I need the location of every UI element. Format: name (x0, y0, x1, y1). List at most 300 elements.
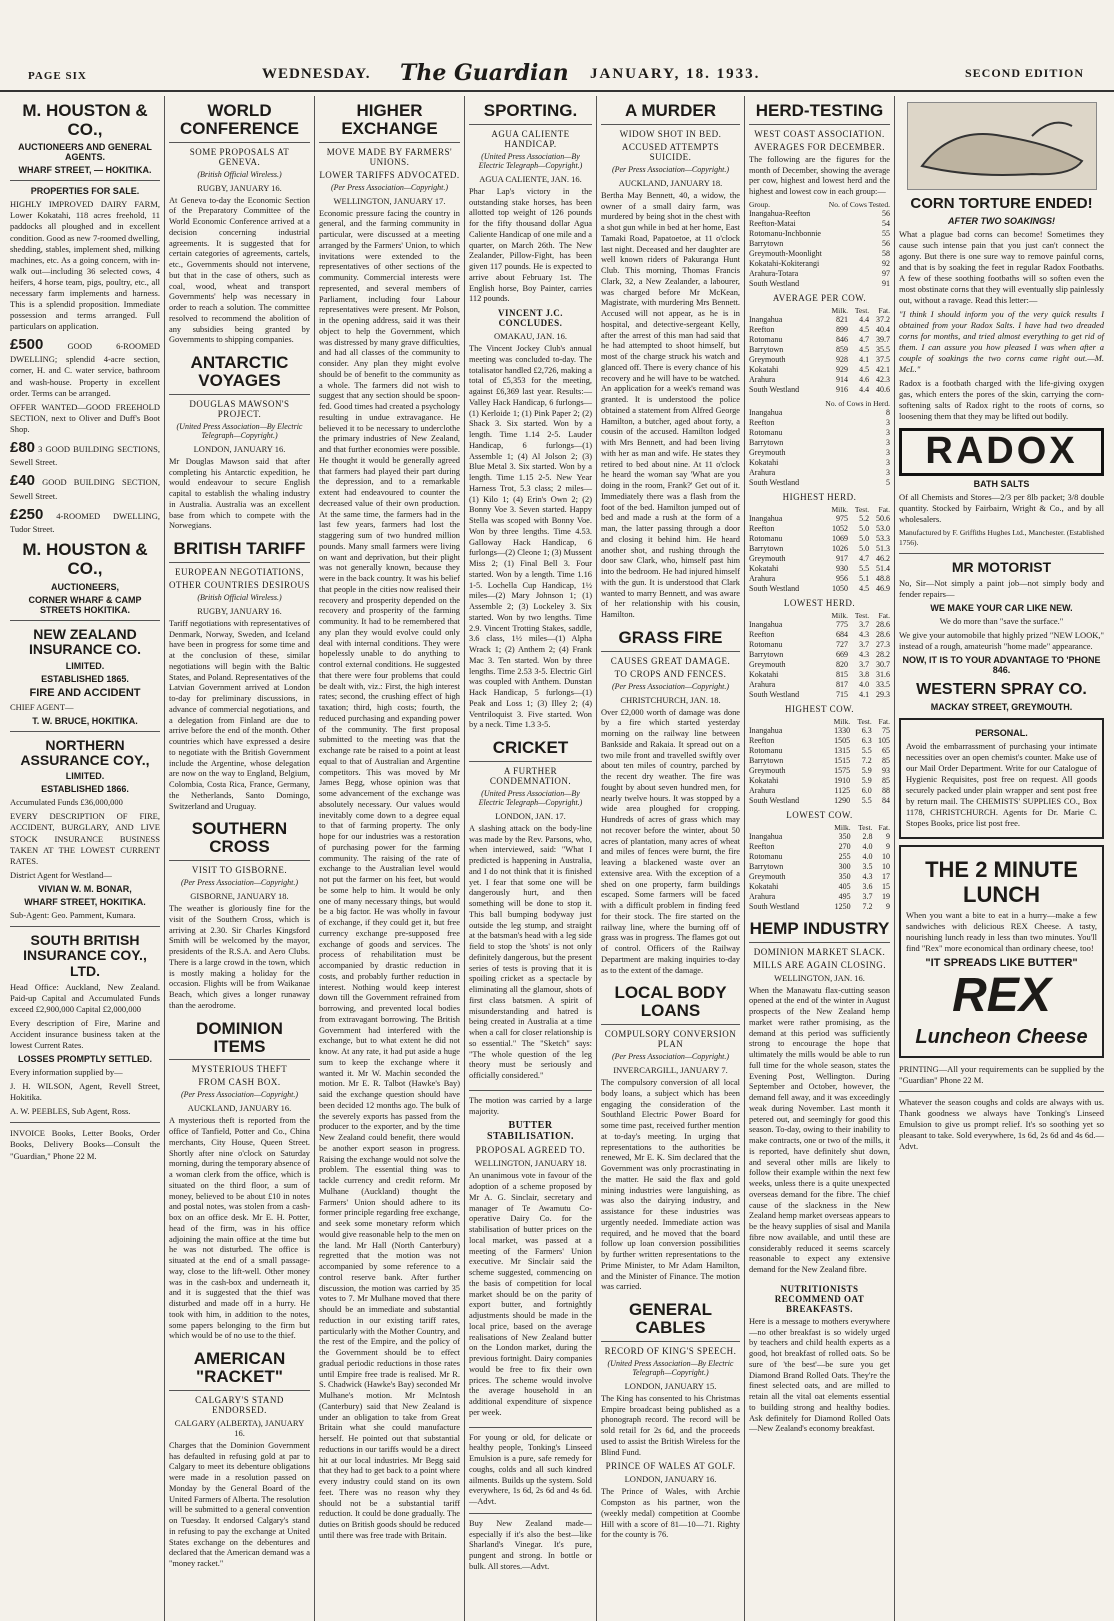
nz-insurance-limited: LIMITED. (65, 660, 105, 671)
table-cell: South Westland (749, 795, 800, 805)
table-header: Test. (854, 610, 870, 620)
radox-price: Of all Chemists and Stores—2/3 per 8lb packet; 3/8 double quantity. Stocked by Fairbairn, Wright & Co., and by all wholesalers. (899, 492, 1104, 525)
table-cell: 4.4 (859, 314, 870, 324)
table-cell: Arahura (749, 467, 776, 477)
listing-80-text: 3 GOOD BUILDING SECTIONS, Sewell Street. (10, 443, 161, 468)
table-cell: Arahura (749, 785, 776, 795)
table-cell: Arahura (749, 679, 776, 689)
table-row (749, 269, 890, 279)
wire-credit: (United Press Association—By Electric Telegraph—Copyright.) (176, 421, 303, 440)
table-row (749, 902, 890, 912)
table-row (749, 325, 890, 335)
wire-credit: (United Press Association—By Electric Telegraph—Copyright.) (607, 1358, 734, 1377)
table-cell: Reefton-Matai (749, 218, 796, 228)
table-cell: 1026 (831, 543, 848, 553)
table-cell: Reefton (749, 523, 775, 533)
article-nutrition (749, 1284, 890, 1435)
newspaper-title: The Guardian (400, 60, 569, 86)
table-cell: 4.3 (859, 629, 870, 639)
wire-credit: (British Official Wireless.) (197, 169, 282, 179)
table-cell: 4.3 (859, 649, 870, 659)
table-cell: 2.8 (862, 831, 873, 841)
radox-logo: RADOX (899, 428, 1104, 476)
subheading: CALGARY'S STAND ENDORSED. (195, 1394, 284, 1415)
table-header: Group. (749, 199, 771, 209)
table-cell: 975 (835, 513, 848, 523)
dateline: AGUA CALIENTE, JAN. 16. (479, 173, 582, 184)
column-4 (464, 96, 596, 1621)
subheading: DOUGLAS MAWSON'S PROJECT. (189, 398, 290, 419)
table-row (749, 680, 890, 690)
table-cell: 1515 (834, 755, 851, 765)
table-row (749, 249, 890, 259)
motorist-headline: MR MOTORIST (951, 558, 1052, 575)
table-cell: 1125 (834, 785, 851, 795)
table-cell: 50.6 (876, 513, 890, 523)
article-american-racket (169, 1350, 310, 1570)
table-cell: 10 (882, 861, 890, 871)
table-header: No. of Cows Tested. (828, 199, 890, 209)
headline: HEMP INDUSTRY (749, 920, 890, 943)
lowest-cow-table (749, 823, 890, 912)
table-cell: Rotomanu (749, 334, 783, 344)
table-header: No. of Cows in Herd. (825, 398, 890, 408)
subheading: COMPULSORY CONVERSION PLAN (604, 1029, 737, 1050)
motorist-line-3: We do more than "save the surface." (939, 616, 1064, 627)
highest-herd-table (749, 505, 890, 594)
table-cell: 4.1 (859, 354, 870, 364)
wire-credit: (Per Press Association—Copyright.) (611, 164, 730, 174)
dateline: RUGBY, JANUARY 16. (197, 182, 282, 193)
table-cell: Rotomanu (749, 851, 783, 861)
headline: HERD-TESTING (749, 102, 890, 125)
article-body: Over £2,000 worth of damage was done by a fire which started yesterday morning on the railway line between Bankside and Rakaia. It spread out on a two mile front and travelled swiftly over about ten miles of country, parched by the recent dry weather. The fire was fought by about seven hundred men, for nearly twelve hours. It was stopped by a wide area ploughed for cropping. Hundreds of acres of grass which may not recover before the winter, about 50 acres of plantation, many acres of wheat and miles of fences were burnt, the fire leaving a blackened waste over an extensive area. With the exception of a shed on one property, farm buildings escaped. Some farmers will be faced with a difficult problem in finding feed for their stock. The fire started on the railway line, where the burning off of grass was in progress. The flames got out of control. Officers of the Railway Department are making inquiries to-day as to the extent of the damage. (601, 707, 740, 975)
table-cell: 17 (882, 871, 890, 881)
table-cell: South Westland (749, 901, 800, 911)
table-row (749, 796, 890, 806)
nz-insurance-fire: FIRE AND ACCIDENT (29, 686, 141, 699)
subheading: SOME PROPOSALS AT GENEVA. (189, 146, 290, 167)
motorist-body: We give your automobile that highly prized "NEW LOOK," instead of a rough, amateurish "home made" appearance. (899, 630, 1104, 652)
lunch-headline: THE 2 MINUTE LUNCH (925, 857, 1078, 907)
table-row (749, 315, 890, 325)
wire-credit: (Per Press Association—Copyright.) (180, 1090, 299, 1100)
subheading-2: MILLS ARE AGAIN CLOSING. (752, 959, 886, 970)
article-body: Tariff negotiations with representatives of Denmark, Norway, Sweden, and Iceland have been in progress for some time and at the conclusion of these, similar negotiations will begin with the Baltic States, and Poland. Representatives of the Latvian Government arrived at London to-day for preliminary discussions, in advance of commercial negotiations, and a delegation from Finland are due to arrive before the end of the month. Other countries which have expressed a desire to negotiate with the British Government include the Argentine, whose delegation are now on the way to England, Belgium, Colombia, Costa Rica, France, Germany, the Netherlands, Santo Domingo, Switzerland and Uruguay. (169, 618, 310, 811)
table-cell: 7.2 (862, 901, 873, 911)
foot-illustration-icon (907, 102, 1097, 190)
table-cell: 5 (886, 477, 890, 487)
table-cell: 3 (886, 467, 890, 477)
table-row (749, 630, 890, 640)
headline: ANTARCTIC VOYAGES (169, 354, 310, 395)
table-heading: LOWEST COW. (786, 809, 853, 820)
subheading-2: FROM CASH BOX. (198, 1077, 281, 1088)
northern-subagent: Sub-Agent: Geo. Pamment, Kumara. (10, 909, 136, 920)
table-cell: Greymouth (749, 659, 786, 669)
column-5 (596, 96, 744, 1621)
table-header: Test. (854, 504, 870, 514)
table-cell: 84 (882, 795, 890, 805)
table-cell: Kokatahi (749, 457, 779, 467)
table-cell: 46.9 (876, 583, 890, 593)
table-cell: 8 (886, 407, 890, 417)
masthead-date: JANUARY, 18. 1933. (590, 66, 761, 82)
table-row (749, 458, 890, 468)
table-header: Milk. (831, 305, 848, 315)
table-cell: 3 (886, 427, 890, 437)
table-row (749, 726, 890, 736)
table-header: Fat. (878, 822, 890, 832)
subheading: CAUSES GREAT DAMAGE. (610, 655, 731, 666)
table-cell: 859 (835, 344, 848, 354)
table-cell: Rotomanu-Inchbonnie (749, 228, 821, 238)
table-cell: 3.7 (859, 619, 870, 629)
table-cell: 3 (886, 447, 890, 457)
table-cell: Inangahua (749, 619, 783, 629)
table-cell: 4.6 (859, 374, 870, 384)
table-row (749, 438, 890, 448)
table-row (749, 385, 890, 395)
table-cell: Inangahua (749, 725, 783, 735)
table-row (749, 554, 890, 564)
table-cell: 3.7 (862, 891, 873, 901)
table-row (749, 534, 890, 544)
table-row (749, 335, 890, 345)
table-cell: Barrytown (749, 238, 784, 248)
divider (899, 1091, 1104, 1092)
table-cell: 88 (882, 785, 890, 795)
table-cell: 350 (838, 871, 851, 881)
northern-district: District Agent for Westland— (10, 869, 112, 880)
table-cell: 105 (878, 735, 890, 745)
article-higher-exchange (319, 102, 460, 1542)
south-british-supplied: Every information supplied by— (10, 1067, 123, 1078)
subheading-2: TO CROPS AND FENCES. (614, 668, 727, 679)
table-cell: 1315 (834, 745, 851, 755)
table-row (749, 660, 890, 670)
northern-address: WHARF STREET, HOKITIKA. (24, 896, 146, 907)
tonking-ad: Whatever the season coughs and colds are always with us. Thank goodness we always have Tonking's Linseed Emulsion to give us prompt relief. It's so soothing yet so pleasant to take. Sold everywhere, 1s 6d, 2s 6d and 4s 6d.—Advt. (899, 1096, 1104, 1152)
table-cell: 1330 (834, 725, 851, 735)
table-cell: Arahura (749, 374, 776, 384)
table-cell: 4.0 (862, 851, 873, 861)
divider (10, 731, 160, 732)
motorist-line-2: WE MAKE YOUR CAR LIKE NEW. (930, 603, 1073, 614)
masthead-rule (0, 90, 1114, 92)
foot-icon (912, 106, 1092, 186)
wire-credit: (United Press Association—By Electric Telegraph—Copyright.) (478, 788, 583, 807)
table-cell: 1505 (834, 735, 851, 745)
table-cell: 53.0 (876, 523, 890, 533)
table-cell: 899 (835, 324, 848, 334)
table-header: Milk. (831, 504, 848, 514)
table-row (749, 408, 890, 418)
table-cell: 3.6 (862, 881, 873, 891)
table-cell: 495 (838, 891, 851, 901)
listing-500-text: GOOD 6-ROOMED DWELLING; splendid 4-acre section, corner, H. and C. water service, bathroom and wash-house. Property in excellent order. Terms can be arranged. (10, 340, 160, 398)
table-cell: 4.5 (859, 364, 870, 374)
article-body: Mr Douglas Mawson said that after completing his Antarctic expedition, he would endeavour to secure English capital to establish the whaling industry in Australia. Australia was an excellent base from which to compete with the Norwegians. (169, 456, 310, 531)
table-cell: 255 (838, 851, 851, 861)
table-row (749, 524, 890, 534)
dateline: WELLINGTON, JAN. 16. (774, 972, 865, 983)
table-cell: Inangahua (749, 407, 783, 417)
table-row (749, 584, 890, 594)
article-body-2: The Vincent Jockey Club's annual meeting was concluded to-day. The totalisator handled £2,726, making a total of £5,353 for the meeting, against £6,369 last year. Results:— Valley Hack Handicap, 6 furlongs—(1) Kerloide 1; (1) Pink Paper 2; (2) Shack 3. Six started. Won by a length. Time 1.14 2-5. Lauder Handicap, 6 furlongs—(1) Assemble 1; (4) Al Jolson 2; (3) Blue Metal 3. Six started. Won by a length. Time 1.15 2-5. New Year Harness Trot, 5.3 class; 2 miles—(1) Kilo 1; (4) Erin's Own 2; (2) Bonny Voe 3. Seven started. Happy Stella was scoped with Bonny Voe. Won by three lengths. Time 4.53. Galloway Hack Handicap, 6 furlongs—(2) Cleone 1; (3) Mussent Miss 2; (1) Final Bell 3. Four started. Won by a length. Time 1.16 1-5. Lochella Cup Handicap, 1½ miles—(2) Mary Johnson 1; (1) Assemble 2; (3) Lockeley 3. Six started. Won by two lengths. Time 2.9. Vincent Trotting Stakes, saddle, 3.6 class, 1½ miles—(1) Alpha Wrack 1; (2) Anthem 2; (4) Frank Mac 3. Ten started. Won by three lengths. Time 2.53 3-5. Electric Girl was coupled with Anthem. Dunstan Hack Handicap, 5 furlongs—(1) Peak and Loss 1; (3) Illey 2; (4) Ventriloquist 3. Five started. Won by a neck. Time 1.3 3-5. (469, 344, 592, 730)
table-row (749, 736, 890, 746)
table-cell: 4.5 (859, 324, 870, 334)
table-cell: 300 (838, 861, 851, 871)
subheading: EUROPEAN NEGOTIATIONS, (175, 566, 304, 577)
subheading-2: LOWER TARIFFS ADVOCATED. (319, 169, 460, 180)
subheading: RECORD OF KING'S SPEECH. (604, 1345, 737, 1356)
article-body: Here is a message to mothers everywhere—no other breakfast is so widely urged by teachers and child health experts as a good, hot breakfast of rolled oats. So be sure of 'the best'—be sure you get Diamond Brand Rolled Oats. They're the finest selected oats, and are milled to retain all the vital oat elements essential to building strong and healthy bodies. Ask definitely for Diamond Rolled Oats—New Zealand's economy breakfast. (749, 1316, 890, 1434)
table-cell: 40.6 (876, 384, 890, 394)
dateline: CHRISTCHURCH, JAN. 18. (620, 694, 721, 705)
table-cell: 31.6 (876, 669, 890, 679)
column-6 (744, 96, 894, 1621)
table-header: Milk. (831, 610, 848, 620)
subheading: A FURTHER CONDEMNATION. (489, 765, 572, 786)
table-cell: 1910 (834, 775, 851, 785)
table-cell: Inangahua (749, 831, 783, 841)
edition-label: SECOND EDITION (964, 66, 1084, 80)
table-cell: Greymouth (749, 871, 786, 881)
corn-testimonial: "I think I should inform you of the very quick results I obtained from your Radox Salts. I have had two dreaded corns for months, and tried almost everything to get rid of them. I can assure you how pleased I was when after a couple of soakings the two corns came right out.—M. McL." (899, 308, 1104, 375)
article-hemp-industry (749, 920, 890, 1276)
table-header: Fat. (878, 305, 890, 315)
headline: AMERICAN "RACKET" (169, 1350, 310, 1391)
table-cell: 75 (882, 725, 890, 735)
table-cell: 5.1 (859, 573, 870, 583)
radox-maker: Manufactured by F. Griffiths Hughes Ltd., Manchester. (Established 1756). (899, 528, 1104, 547)
table-cell: 3 (886, 457, 890, 467)
dairy-farm-listing: HIGHLY IMPROVED DAIRY FARM, Lower Kokatahi, 118 acres freehold, 11 paddocks all ploughed and in excellent condition. Good as new 7-roomed dwelling, shedding, stables, implement shed, milking machines, etc. As a going concern, with in-walk out—including 36 selected cows, 4 heifers, 4 horse team, pigs, poultry, etc., all necessary farm implements and harness. This is a splendid proposition. Immediate possession and terms arranged. Full particulars on application. (10, 199, 160, 331)
article-southern-cross (169, 820, 310, 1011)
table-cell: 85 (882, 775, 890, 785)
table-cell: 5.0 (859, 533, 870, 543)
table-cell: 93 (882, 765, 890, 775)
printing-ad: PRINTING—All your requirements can be supplied by the "Guardian" Phone 22 M. (899, 1063, 1104, 1085)
northern-established: ESTABLISHED 1866. (41, 784, 129, 795)
divider (10, 180, 160, 181)
table-cell: 669 (835, 649, 848, 659)
table-cell: 5.5 (859, 563, 870, 573)
northern-every: EVERY DESCRIPTION OF FIRE, ACCIDENT, BURGLARY, AND LIVE STOCK INSURANCE BUSINESS TAKEN AT THE LOWEST CURRENT RATES. (10, 811, 160, 866)
table-cell: Greymouth (749, 447, 786, 457)
table-header: Milk. (834, 822, 851, 832)
table-cell: Reefton (749, 629, 775, 639)
table-cell: 42.3 (876, 374, 890, 384)
table-row (749, 862, 890, 872)
table-cell: 30.7 (876, 659, 890, 669)
nz-insurance-chief: CHIEF AGENT— (10, 701, 74, 712)
table-row (749, 209, 890, 219)
table-cell: 53.3 (876, 533, 890, 543)
table-cell: 5.9 (861, 765, 872, 775)
table-cell: 55 (882, 228, 890, 238)
table-row (749, 229, 890, 239)
table-cell: 19 (882, 891, 890, 901)
dateline: LONDON, JANUARY 15. (624, 1380, 717, 1391)
table-cell: 5.0 (859, 523, 870, 533)
table-cell: 4.1 (859, 689, 870, 699)
price-40: £40 (10, 472, 36, 490)
northern-limited: LIMITED. (65, 771, 105, 782)
article-cricket (469, 739, 592, 1082)
table-cell: Kokatahi (749, 563, 779, 573)
table-cell: 916 (835, 384, 848, 394)
table-cell: 3 (886, 417, 890, 427)
table-cell: 56 (882, 208, 890, 218)
northern-title: NORTHERN ASSURANCE COY., (20, 736, 150, 768)
dateline: CALGARY (ALBERTA), JANUARY 16. (174, 1417, 305, 1438)
table-row (749, 776, 890, 786)
headline: CRICKET (469, 739, 592, 762)
article-butter (469, 1120, 592, 1418)
table-cell: 28.2 (876, 649, 890, 659)
table-row (749, 852, 890, 862)
divider (469, 1513, 592, 1514)
table-heading: HIGHEST HERD. (782, 491, 857, 502)
wire-credit: (Per Press Association—Copyright.) (180, 878, 299, 888)
table-cell: 4.0 (859, 679, 870, 689)
table-cell: 65 (882, 745, 890, 755)
headline: SOUTHERN CROSS (169, 820, 310, 861)
table-row (749, 544, 890, 554)
column-1 (6, 96, 164, 1621)
dateline: AUCKLAND, JANUARY 16. (187, 1103, 292, 1114)
table-row (749, 872, 890, 882)
table-header (749, 717, 825, 726)
highest-cow-table (749, 717, 890, 806)
table-cell: 929 (835, 364, 848, 374)
divider (899, 553, 1104, 554)
table-cell: Inangahua-Reefton (749, 208, 811, 218)
south-british-title: SOUTH BRITISH INSURANCE COY., LTD. (23, 931, 147, 979)
table-cell: 33.5 (876, 679, 890, 689)
table-cell: 917 (835, 553, 848, 563)
table-cell: Kokatahi (749, 881, 779, 891)
headline: GRASS FIRE (601, 629, 740, 652)
wire-credit: (British Official Wireless.) (197, 592, 282, 602)
table-header (749, 823, 826, 832)
table-cell: 4.7 (859, 553, 870, 563)
south-british-every: Every description of Fire, Marine and Accident insurance business taken at the lowest Current Rates. (10, 1018, 160, 1051)
subheading: MOVE MADE BY FARMERS' UNIONS. (326, 146, 453, 167)
table-header: Milk. (833, 716, 851, 726)
linseed-advert: For young or old, for delicate or healthy people, Tonking's Linseed Emulsion is a pure, safe remedy for coughs, colds and all such kindred ailments. Builds up the system. Sold everywhere, 1s 6d, 2s 6d and 4s 6d.—Advt. (469, 1432, 592, 1507)
table-cell: 37.2 (876, 314, 890, 324)
article-body: Bertha May Bennett, 40, a widow, the owner of a small dairy farm, was murdered by being shot in the chest with a shot gun while in bed at her home, East Tamaki Road, Papatoetoe, at 11 o'clock last night. Deceased and her daughter are well known riders of Pakuranga Hunt Club. This morning, Thomas Francis Clark, 32, a New Zealander, a labourer, was charged before Mr McKean, Magistrate, with murdering Mrs Bennett. Accused will not appear, as he is in hospital, and detective-sergeant Kelly, after the arrest of this man had said that he had attempted to shoot himself, but most of the charge struck his watch and glanced off. There is every chance of his recovery and he will have to be watched. An application for a week's remand was granted. It is understood the police obtained a statement from Alfred George Hamilton, a butcher, aged about forty, a cousin of the accused. Hamilton lodged with Mrs Bennett, and had been living with her as man and wife. He states they retired to bed about nine. At 11 o'clock he heard the woman say 'What are you doing in the room, Frank?' Get out of it. Immediately there was a flash from the foot of the bed. Hamilton jumped out of bed and made a rush at the form of a man, the latter passing through a door and closing it behind him. He heard another shot, and rushing through the door saw Clark, who, himself past him into the bedroom. He had injured himself with the gun. It is understood that Clark wanted to marry Bennett, and was aware of her relationship with his cousin, Hamilton. (601, 190, 740, 620)
table-cell: Reefton (749, 841, 775, 851)
headline: SPORTING. (469, 102, 592, 125)
groups-table (749, 200, 890, 289)
table-cell: 405 (838, 881, 851, 891)
divider (469, 1090, 592, 1091)
price-500: £500 (10, 335, 44, 353)
table-row (749, 832, 890, 842)
table-row (749, 670, 890, 680)
table-cell: Greymouth (749, 765, 786, 775)
subheading: AGUA CALIENTE HANDICAP. (491, 128, 570, 149)
properties-heading: PROPERTIES FOR SALE. (30, 186, 140, 197)
table-row (749, 279, 890, 289)
table-cell: Barrytown (749, 649, 784, 659)
south-british-agent-2: A. W. PEEBLES, Sub Agent, Ross. (10, 1106, 131, 1117)
subheading-2: AVERAGES FOR DECEMBER. (753, 141, 886, 152)
table-header: Fat. (878, 610, 890, 620)
table-cell: 4.0 (862, 841, 873, 851)
headline: LOCAL BODY LOANS (601, 984, 740, 1025)
south-british-office: Head Office: Auckland, New Zealand. Paid-up Capital and Accumulated Funds exceed £2,900,000 Capital £2,000,000 (10, 981, 160, 1015)
table-row (749, 345, 890, 355)
headline: WORLD CONFERENCE (169, 102, 310, 143)
table-cell: Reefton (749, 324, 775, 334)
houston-address: WHARF STREET, — HOKITIKA. (18, 165, 152, 176)
column-3 (314, 96, 464, 1621)
table-cell: Arahura (749, 573, 776, 583)
table-row (749, 756, 890, 766)
table-cell: 3.7 (859, 639, 870, 649)
table-cell: 815 (835, 669, 848, 679)
corn-body-2: Radox is a footbath charged with the life-giving oxygen gas, which enters the pores of the skin, carrying the corn-softening salts of Radox right to the roots of corns, so loosening them that they may be lifted out bodily. (899, 378, 1104, 422)
table-row (749, 842, 890, 852)
personal-heading: PERSONAL. (975, 727, 1028, 738)
dateline: INVERCARGILL, JANUARY 7. (613, 1065, 728, 1076)
rex-logo: REX (952, 968, 1051, 1022)
table-row (749, 375, 890, 385)
table-cell: Kokatahi (749, 364, 779, 374)
nz-insurance-title: NEW ZEALAND INSURANCE CO. (28, 625, 141, 658)
subheading: MYSTERIOUS THEFT (191, 1064, 288, 1075)
motion-carried: The motion was carried by a large majority. (469, 1095, 592, 1116)
table-cell: Kokatahi-Kokiterangi (749, 258, 820, 268)
table-cell: Barrytown (749, 344, 784, 354)
table-cell: Greymouth (749, 354, 786, 364)
table-row (749, 892, 890, 902)
table-cell: 37.5 (876, 354, 890, 364)
table-cell: 54 (882, 218, 890, 228)
corn-headline: CORN TORTURE ENDED! (910, 195, 1093, 212)
article-local-body-loans (601, 984, 740, 1293)
dateline: WELLINGTON, JANUARY 18. (474, 1158, 587, 1169)
houston-title: M. HOUSTON & CO., (22, 101, 148, 139)
table-cell: Arahura-Totara (749, 268, 799, 278)
lowest-herd-table (749, 611, 890, 700)
table-cell: Reefton (749, 417, 775, 427)
lunch-ad (899, 845, 1104, 1058)
table-cell: 846 (835, 334, 848, 344)
table-cell: 3 (886, 437, 890, 447)
article-antarctic (169, 354, 310, 532)
table-cell: 6.0 (861, 785, 872, 795)
listing-80 (10, 438, 160, 469)
table-cell: 3.8 (859, 669, 870, 679)
dateline: LONDON, JAN. 17. (495, 810, 566, 821)
table-cell: 56 (882, 238, 890, 248)
table-cell: 1290 (834, 795, 851, 805)
masthead-day: WEDNESDAY. (262, 66, 371, 82)
table-cell: 46.2 (876, 553, 890, 563)
table-cell: 91 (882, 278, 890, 288)
western-spray-address: MACKAY STREET, GREYMOUTH. (930, 701, 1073, 712)
article-body: A slashing attack on the body-line was made by the Rev. Parsons, who, when interviewed, said: "What I predicted is happening in Australia, and I do not think that it is finished yet. I fear that some one will be dangerously hurt, and then something will be done to stop it. This ball bumping bodyway just outside the leg stump, and straight at the batsman's head with a leg side field to stop the 'shots' is not only definitely dangerous, but the present series of tests is proving that it is spoiling cricket as a spectacle by eliminating all the glamour, shots of first class batsmen. A spirit of misunderstanding and hatred is being created in Australia at a time when a call for closer relationship is so essential." The "Sketch" says: "The whole question of the leg theory must be seriously and officially considered." (469, 823, 592, 1081)
table-row (749, 746, 890, 756)
table-cell: Inangahua (749, 314, 783, 324)
article-body: Charges that the Dominion Government has defaulted in refusing gold at par to Calgary to meet its debenture obligations were made in a resolution passed on Monday by the General Board of the United Farmers of Alberta. The resolution will be submitted to a general convention on Tuesday. It endorsed Calgary's stand in refusing to pay the exchange at United States exchange on the debentures and declared that the American demand was a "money racket." (169, 1440, 310, 1569)
